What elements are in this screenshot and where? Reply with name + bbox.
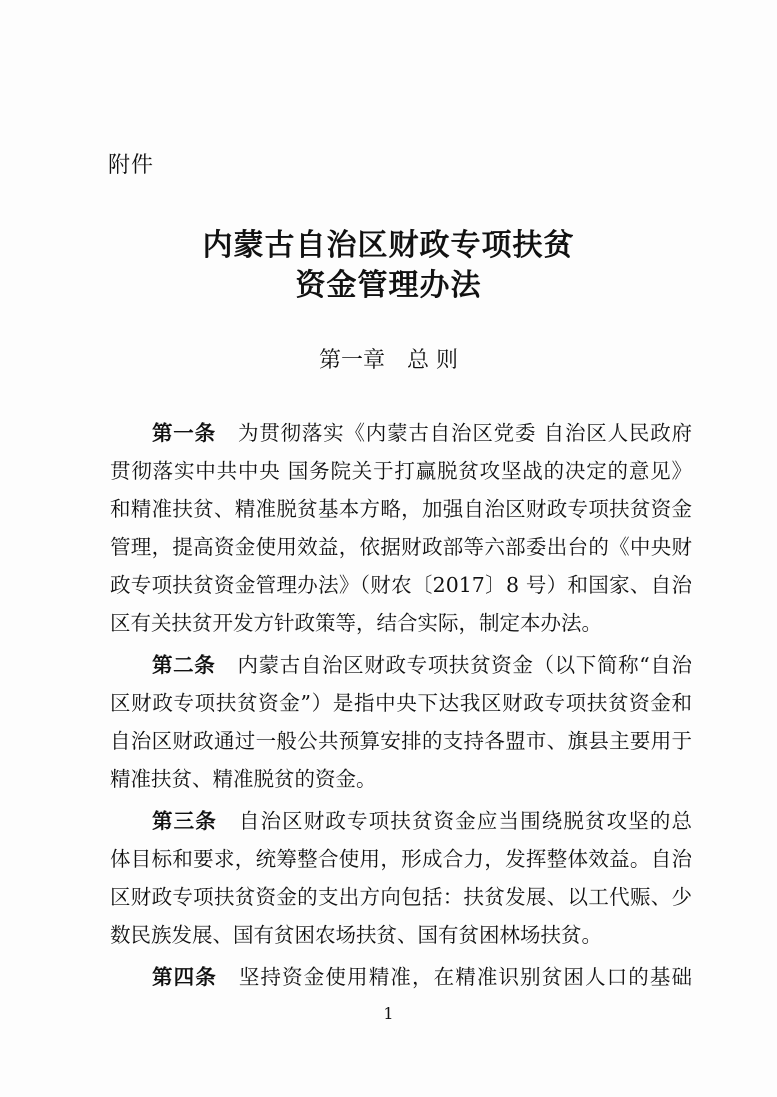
article-2-line-1 — [152, 650, 692, 680]
article-1-line-4: 管理，提高资金使用效益，依据财政部等六部委出台的《中央财 — [110, 535, 692, 559]
page-number: 1 — [383, 1004, 394, 1023]
article-3-label: 第三条 — [152, 809, 217, 833]
article-1-label: 第一条 — [152, 421, 216, 445]
article-1-line-3: 和精准扶贫、精准脱贫基本方略，加强自治区财政专项扶贫资金 — [110, 497, 692, 521]
article-2-line-4: 精准扶贫、精准脱贫的资金。 — [110, 767, 377, 791]
article-2-line-3: 自治区财政通过一般公共预算安排的支持各盟市、旗县主要用于 — [110, 729, 692, 753]
article-4-line-1 — [152, 962, 692, 992]
article-4-label: 第四条 — [152, 965, 217, 989]
article-2-text: 内蒙古自治区财政专项扶贫资金（以下简称“自治 — [237, 653, 693, 677]
article-1-line-2: 贯彻落实中共中央 国务院关于打赢脱贫攻坚战的决定的意见》 — [110, 459, 692, 483]
article-2-label: 第二条 — [152, 653, 216, 677]
article-3-line-1 — [152, 806, 692, 836]
document-title-line-2: 资金管理办法 — [295, 268, 482, 303]
article-1-line-1 — [152, 418, 692, 448]
article-3-line-2: 体目标和要求，统筹整合使用，形成合力，发挥整体效益。自治 — [110, 847, 692, 871]
chapter-heading: 第一章 总 则 — [319, 348, 458, 373]
article-3-line-4: 数民族发展、国有贫困农场扶贫、国有贫困林场扶贫。 — [110, 923, 602, 947]
document-title-line-1: 内蒙古自治区财政专项扶贫 — [202, 228, 575, 263]
article-1-line-6: 区有关扶贫开发方针政策等，结合实际，制定本办法。 — [110, 611, 602, 635]
article-1-text: 为贯彻落实《内蒙古自治区党委 自治区人民政府 — [237, 421, 693, 445]
article-1-line-5: 政专项扶贫资金管理办法》（财农〔2017〕8 号）和国家、自治 — [110, 573, 692, 597]
attachment-label: 附件 — [108, 153, 155, 178]
article-3-line-3: 区财政专项扶贫资金的支出方向包括：扶贫发展、以工代赈、少 — [110, 885, 692, 909]
article-3-text: 自治区财政专项扶贫资金应当围绕脱贫攻坚的总 — [238, 809, 693, 833]
article-4-text: 坚持资金使用精准，在精准识别贫困人口的基础 — [238, 965, 693, 989]
article-2-line-2: 区财政专项扶贫资金”）是指中央下达我区财政专项扶贫资金和 — [110, 691, 692, 715]
